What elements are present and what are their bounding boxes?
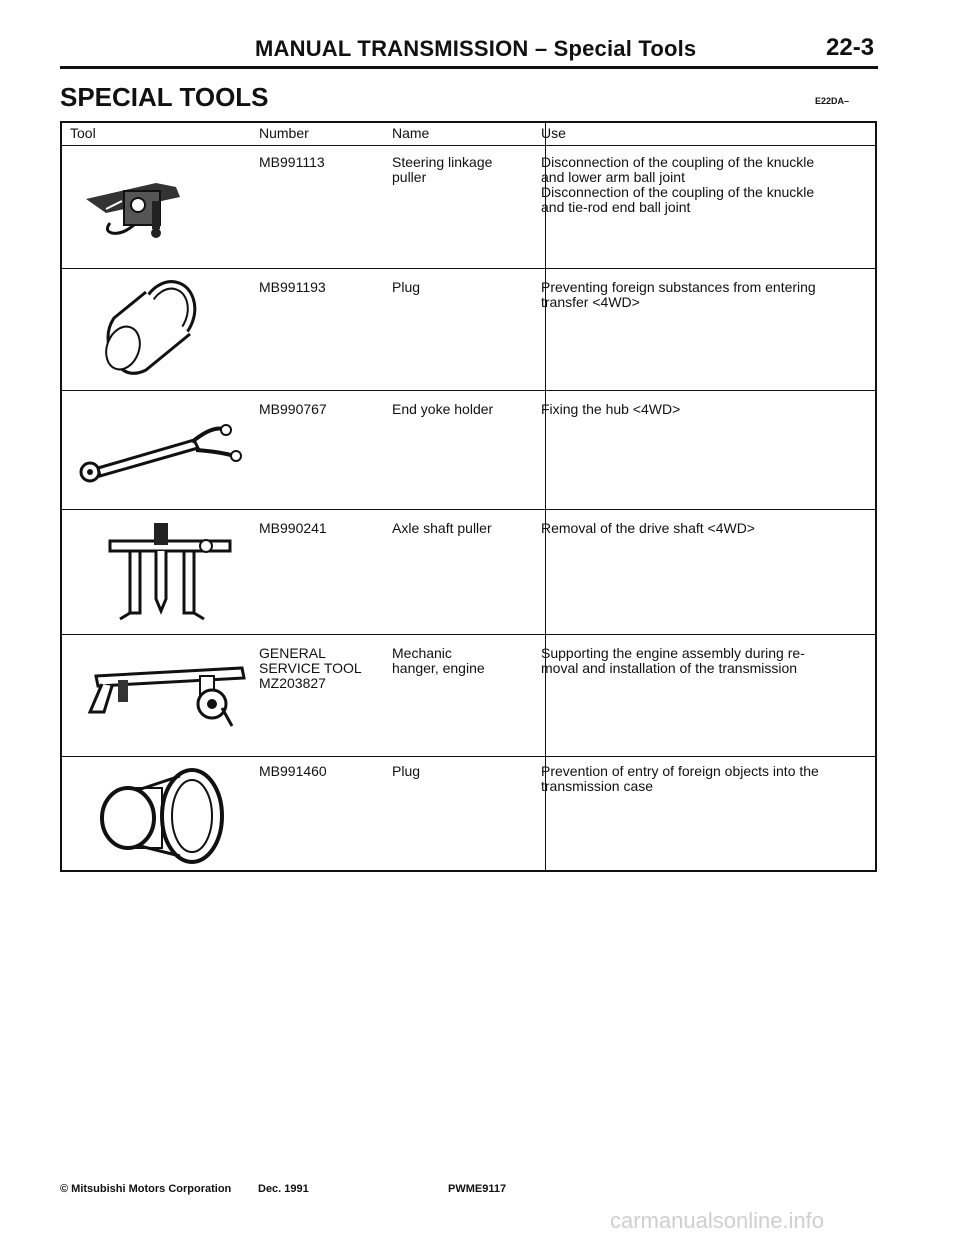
header-name: Name [392,125,430,141]
end-yoke-holder-icon [76,418,246,488]
steering-linkage-puller-icon [76,161,216,246]
table-row [62,268,875,391]
tool-use: Removal of the drive shaft <4WD> [541,520,755,536]
tool-use: Prevention of entry of foreign objects into the transmission case [541,763,819,794]
footer-code: PWME9117 [448,1183,507,1195]
tool-name: Mechanic hanger, engine [392,645,485,676]
tool-number: MB991113 [259,154,325,170]
page-number: 22-3 [826,34,875,61]
special-tools-table [60,121,877,872]
section-code: E22DA– [815,96,850,106]
tool-name: Plug [392,763,421,779]
tool-name: End yoke holder [392,401,494,417]
axle-shaft-puller-icon [106,517,236,627]
tool-use: Preventing foreign substances from entering transfer <4WD> [541,279,816,310]
tool-number: GENERAL SERVICE TOOL MZ203827 [259,645,362,691]
table-row [62,756,875,872]
section-title: SPECIAL TOOLS [60,82,269,112]
tool-number: MB991193 [259,279,326,295]
tool-use: Supporting the engine assembly during re- moval and installation of the transmission [541,645,805,676]
tool-use: Fixing the hub <4WD> [541,401,681,417]
tool-use: Disconnection of the coupling of the knuckle and lower arm ball joint Disconnection of the coupling of the knuckle and tie-rod end ball joint [541,154,815,215]
header-tool: Tool [70,125,96,141]
header-number: Number [259,125,309,141]
tool-name: Plug [392,279,421,295]
header-rule [60,66,878,69]
tool-number: MB990767 [259,401,327,417]
table-row [62,509,875,635]
table-row [62,390,875,510]
tool-number: MB990241 [259,520,327,536]
table-row [62,634,875,757]
header-use: Use [541,125,566,141]
tool-name: Steering linkage puller [392,154,493,185]
tool-name: Axle shaft puller [392,520,492,536]
transmission-plug-icon [92,762,232,868]
watermark: carmanualsonline.info [610,1208,825,1233]
table-header-row [62,123,875,146]
page-header-title: MANUAL TRANSMISSION – Special Tools [255,36,697,61]
tool-number: MB991460 [259,763,327,779]
footer-date: Dec. 1991 [258,1183,309,1195]
plug-cup-icon [96,278,206,383]
footer-copyright: © Mitsubishi Motors Corporation [60,1183,232,1195]
table-row [62,145,875,269]
engine-hanger-icon [82,646,257,731]
